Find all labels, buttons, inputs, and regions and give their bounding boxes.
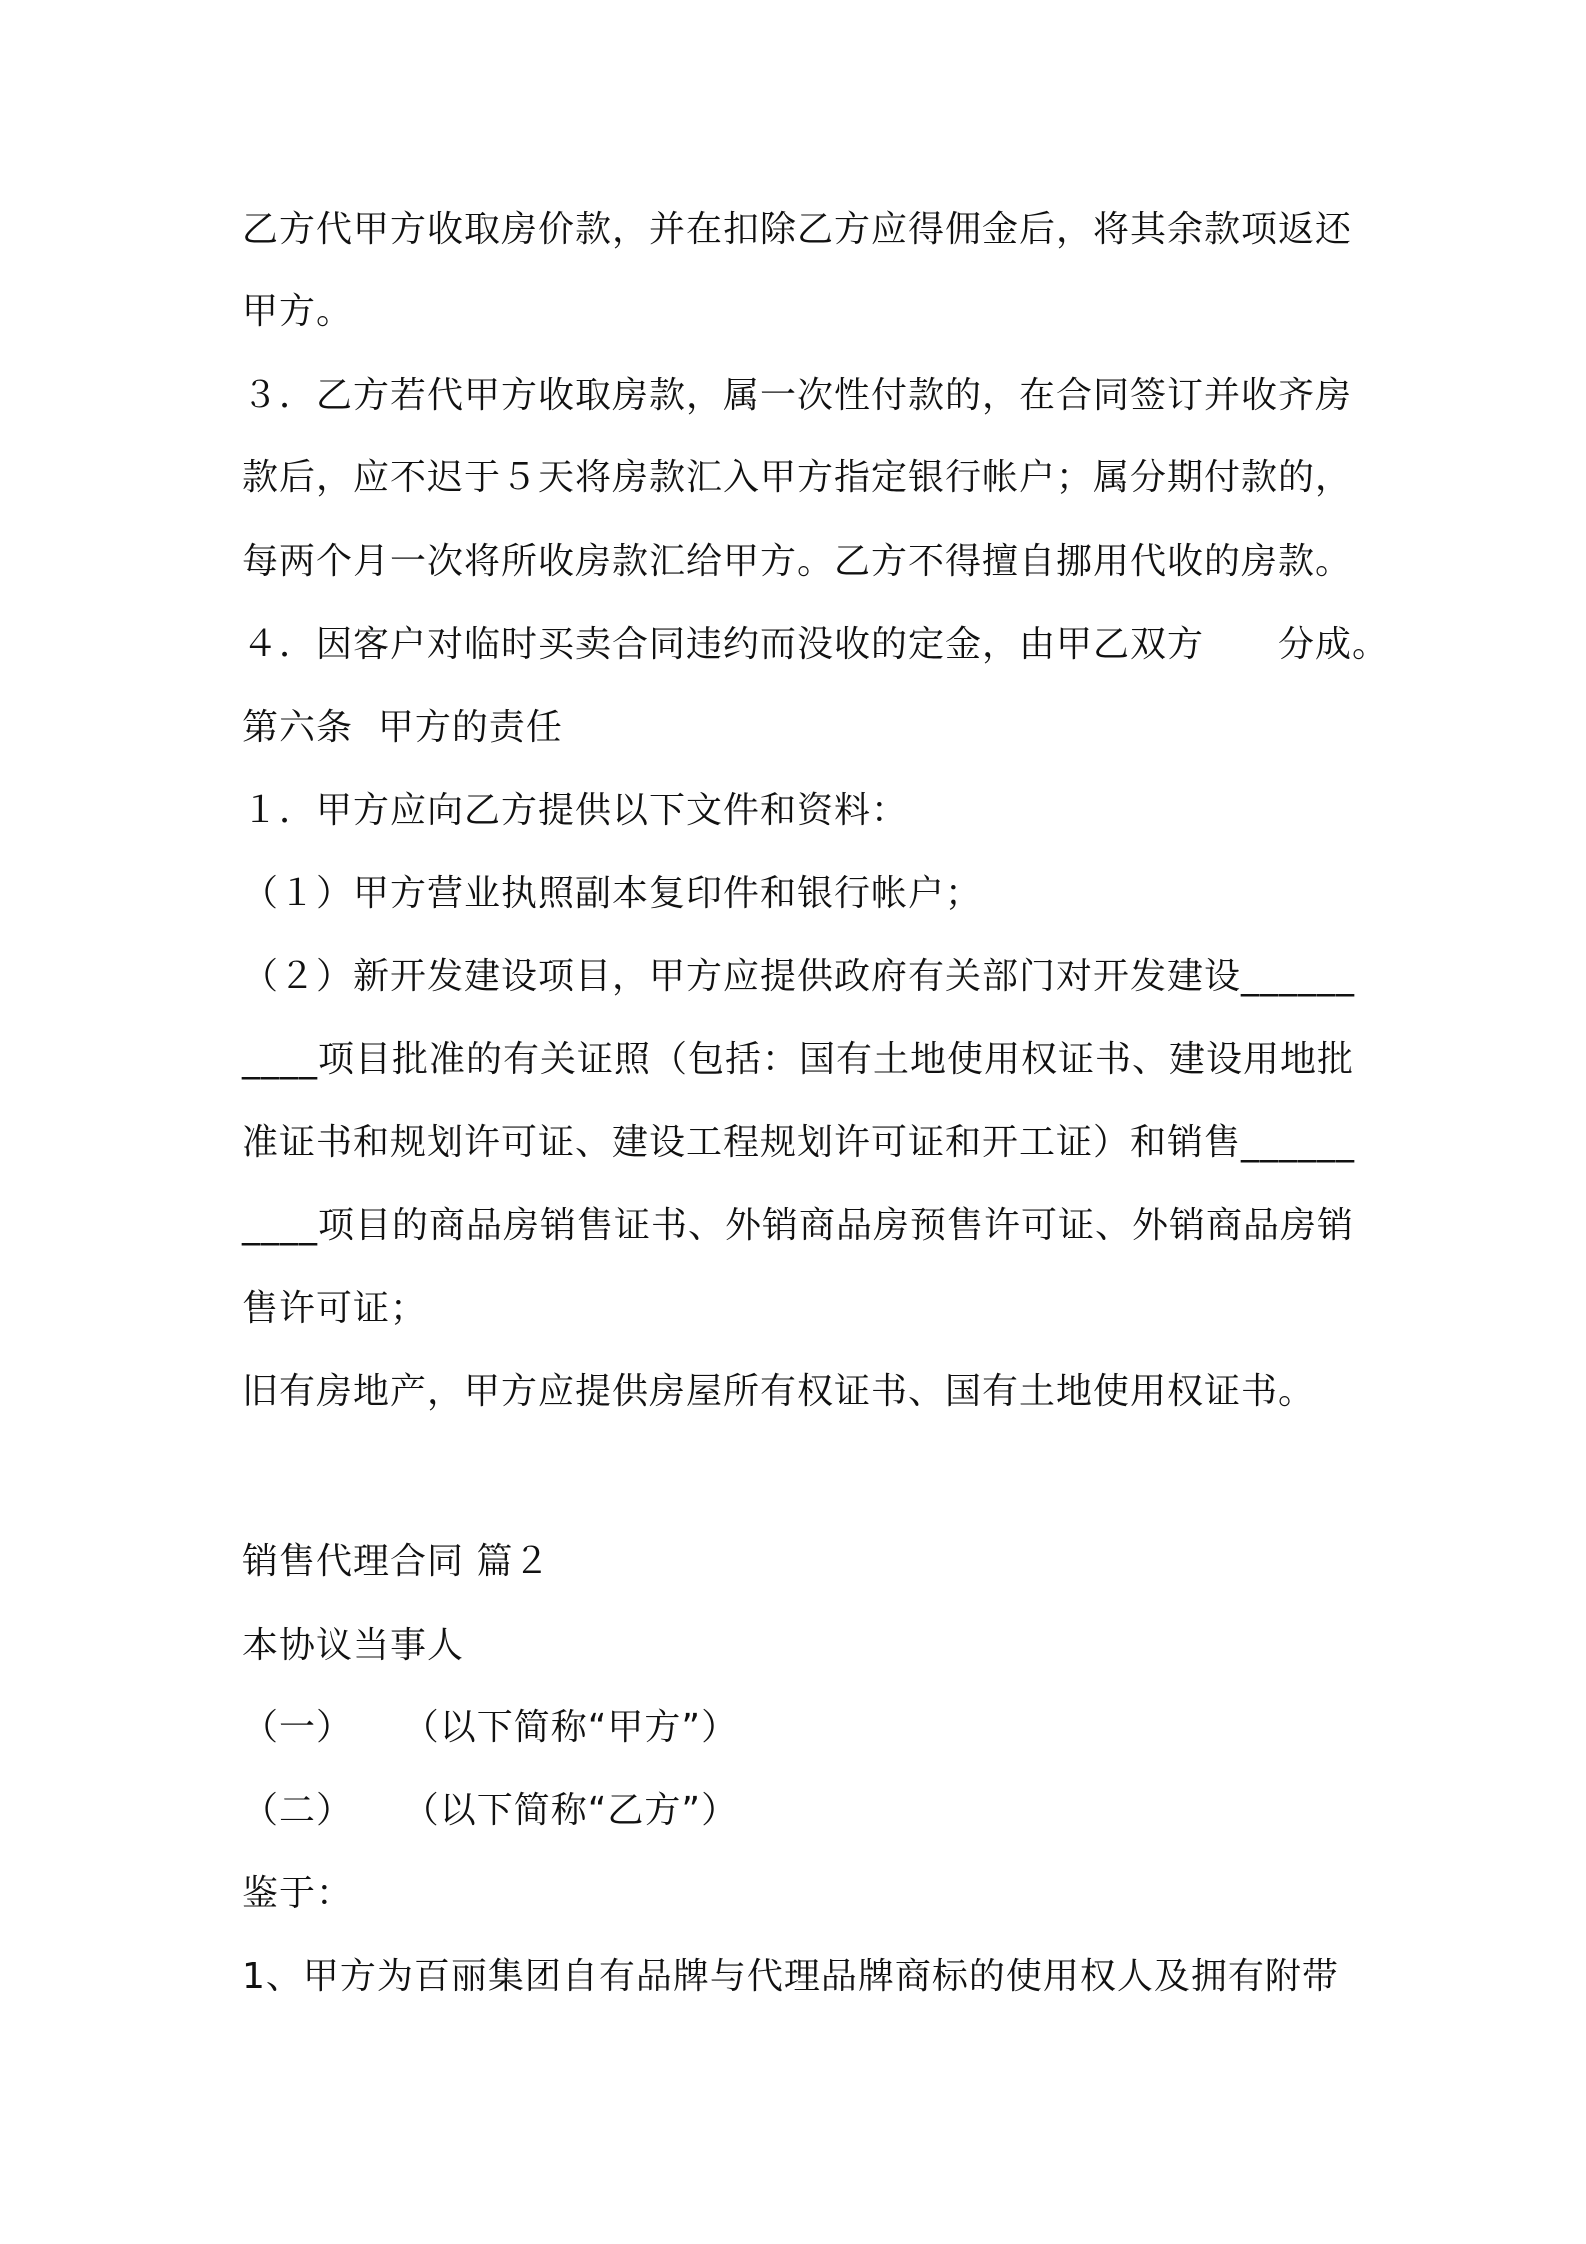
party-line: （二） （以下简称“乙方”） — [242, 1790, 739, 1831]
list-item: （２）新开发建设项目，甲方应提供政府有关部门对开发建设______ — [242, 956, 1356, 997]
paragraph-line: 甲方。 — [242, 291, 354, 332]
contract-title: 销售代理合同 篇２ — [242, 1541, 551, 1582]
paragraph-line: ____项目的商品房销售证书、外销商品房预售许可证、外销商品房销 — [242, 1205, 1355, 1246]
paragraph-line: 售许可证； — [242, 1288, 428, 1329]
section-heading: 第六条 甲方的责任 — [242, 707, 563, 748]
party-line: （一） （以下简称“甲方”） — [242, 1707, 739, 1748]
list-item: （１）甲方营业执照副本复印件和银行帐户； — [242, 873, 983, 914]
paragraph-line: 乙方代甲方收取房价款，并在扣除乙方应得佣金后，将其余款项返还 — [242, 209, 1353, 250]
paragraph-line: 鉴于： — [242, 1873, 354, 1914]
paragraph-line: ３．乙方若代甲方收取房款，属一次性付款的，在合同签订并收齐房 — [242, 375, 1353, 416]
paragraph-line: 1、甲方为百丽集团自有品牌与代理品牌商标的使用权人及拥有附带 — [242, 1956, 1339, 1997]
paragraph-line: 本协议当事人 — [242, 1625, 465, 1666]
paragraph-line: 旧有房地产，甲方应提供房屋所有权证书、国有土地使用权证书。 — [242, 1371, 1316, 1412]
paragraph-line: 准证书和规划许可证、建设工程规划许可证和开工证）和销售______ — [242, 1122, 1356, 1163]
paragraph-line: 每两个月一次将所收房款汇给甲方。乙方不得擅自挪用代收的房款。 — [242, 541, 1353, 582]
paragraph-line: ____项目批准的有关证照（包括：国有土地使用权证书、建设用地批 — [242, 1039, 1355, 1080]
list-item: １．甲方应向乙方提供以下文件和资料： — [242, 790, 909, 831]
paragraph-line: ４．因客户对临时买卖合同违约而没收的定金，由甲乙双方 分成。 — [242, 624, 1390, 665]
paragraph-line: 款后，应不迟于５天将房款汇入甲方指定银行帐户；属分期付款的， — [242, 457, 1353, 498]
